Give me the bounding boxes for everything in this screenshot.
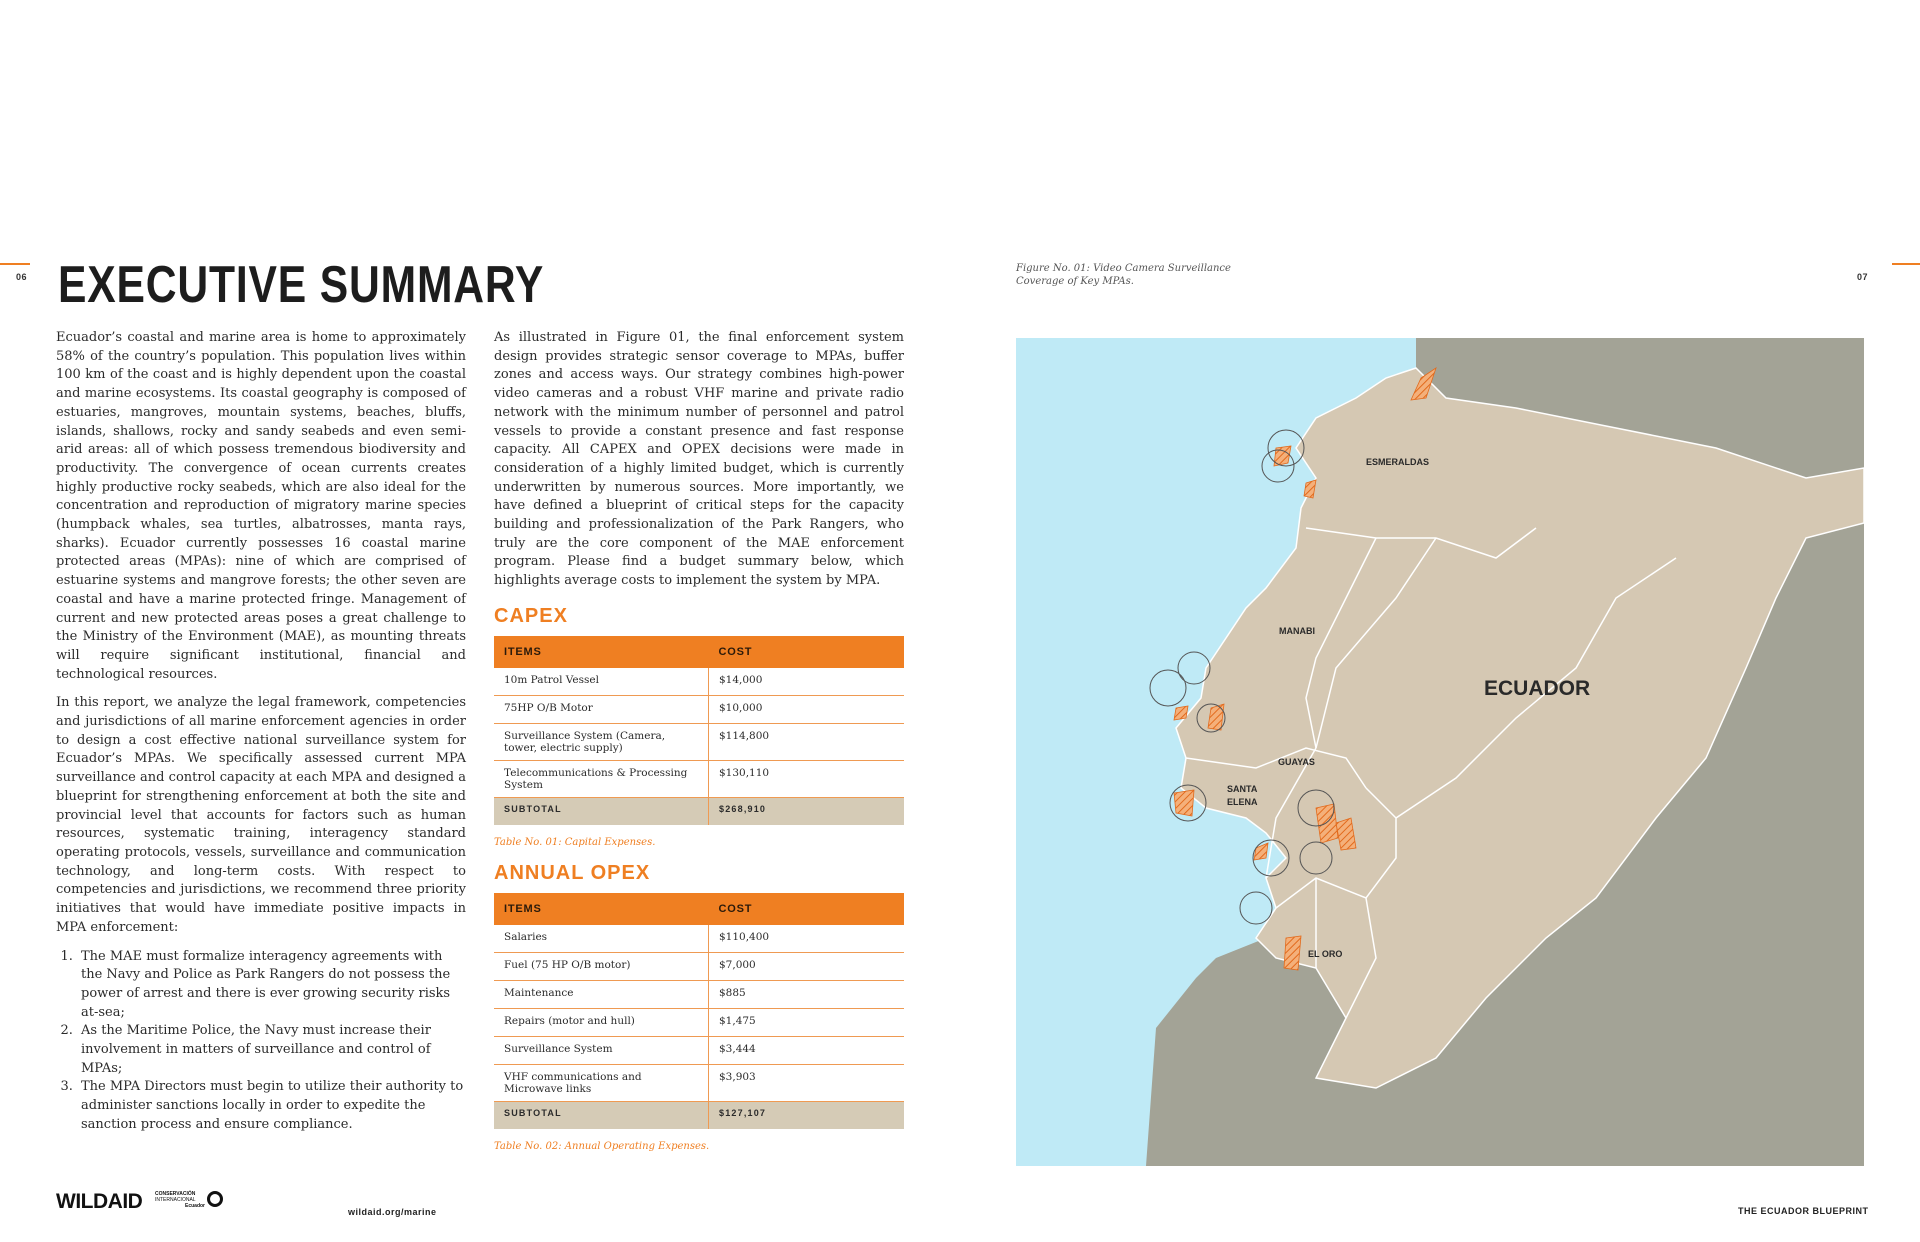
item-cell: Repairs (motor and hull) [494, 1008, 709, 1036]
subtotal-row [494, 797, 904, 825]
table-row [494, 760, 904, 797]
table-row [494, 1008, 904, 1036]
item-cell: Salaries [494, 925, 709, 953]
cost-cell: $7,000 [709, 952, 905, 980]
province-label-guayas: GUAYAS [1278, 757, 1315, 767]
cost-cell: $3,444 [709, 1036, 905, 1064]
intro-paragraph-1: Ecuador’s coastal and marine area is home to approximately 58% of the country’s population. This population lives within 100 km of the coast and is highly dependent upon the coastal and marine ecosystems. Its coastal geography is composed of estuaries, mangroves, mountain systems, beaches, bluffs, islands, shallows, rocky and sandy seabeds and even semi-arid areas: all of which possess tremendous biodiversity and productivity. The convergence of ocean currents creates highly productive rocky seabeds, which are also ideal for the concentration and reproduction of migratory marine species (humpback whales, sea turtles, albatrosses, manta rays, sharks). Ecuador currently possesses 16 coastal marine protected areas (MPAs): nine of which are comprised of estuarine systems and mangrove forests; the other seven are coastal and have a marine protected fringe. Management of current and new protected areas poses a great challenge to the Ministry of the Environment (MAE), as mounting threats will require significant institutional, financial and technological resources. [56, 330, 466, 682]
item-cell: Fuel (75 HP O/B motor) [494, 952, 709, 980]
column-header-items: ITEMS [494, 893, 709, 925]
ci-logo-text-1: CONSERVACIÓN [155, 1191, 196, 1197]
table-row [494, 668, 904, 696]
list-item: 1. The MAE must formalize interagency agreements with the Navy and Police as Park Rangers do not possess the power of arrest and there is ever growing security risks at-sea; [77, 948, 466, 1023]
table-row [494, 952, 904, 980]
item-cell: VHF communications and Microwave links [494, 1064, 709, 1101]
capex-caption: Table No. 01: Capital Expenses. [494, 836, 656, 848]
item-cell: Surveillance System (Camera, tower, electric supply) [494, 723, 709, 760]
intro-column [56, 329, 466, 1135]
province-label-manabi: MANABI [1279, 626, 1315, 636]
cost-cell: $130,110 [709, 760, 905, 797]
footer-url[interactable]: wildaid.org/marine [348, 1207, 437, 1217]
publication-title: THE ECUADOR BLUEPRINT [1738, 1206, 1869, 1216]
table-row [494, 980, 904, 1008]
subtotal-value: $127,107 [709, 1101, 905, 1129]
table-header-row [494, 893, 904, 925]
table-header-row [494, 636, 904, 668]
cost-cell: $110,400 [709, 925, 905, 953]
cost-cell: $885 [709, 980, 905, 1008]
cost-cell: $1,475 [709, 1008, 905, 1036]
figure-caption: Figure No. 01: Video Camera Surveillance Coverage of Key MPAs. [1016, 263, 1231, 287]
left-page-rule [0, 263, 30, 265]
subtotal-value: $268,910 [709, 797, 905, 825]
page-number-left: 06 [16, 272, 28, 282]
budget-column [494, 329, 904, 1152]
wildaid-logo: WILDAID [56, 1190, 143, 1213]
table-row [494, 1036, 904, 1064]
list-item: 3. The MPA Directors must begin to utilize their authority to administer sanctions locally in order to expedite the sanction process and ensure compliance. [77, 1078, 466, 1134]
ci-logo [155, 1191, 235, 1215]
capex-heading: CAPEX [494, 604, 568, 627]
table-row [494, 925, 904, 953]
page-number-right: 07 [1857, 272, 1869, 282]
table-row [494, 695, 904, 723]
right-page-rule [1892, 263, 1920, 265]
ci-logo-text-2: INTERNACIONAL [155, 1197, 196, 1203]
province-label-santa: SANTA [1227, 784, 1258, 794]
capex-table [494, 636, 904, 825]
item-cell: Maintenance [494, 980, 709, 1008]
strategy-paragraph: As illustrated in Figure 01, the final enforcement system design provides strategic sensor coverage to MPAs, buffer zones and access ways. Our strategy combines high-power video cameras and a robust VHF marine and private radio network with the minimum number of personnel and patrol vessels to provide a constant presence and fast response capacity. All CAPEX and OPEX decisions were made in consideration of a highly limited budget, which is currently underwritten by numerous sources. More importantly, we have defined a blueprint of critical steps for the capacity building and professionalization of the Park Rangers, who truly are the core component of the MAE enforcement program. Please find a budget summary below, which highlights average costs to implement the system by MPA. [494, 330, 904, 589]
province-label-el-oro: EL ORO [1308, 949, 1343, 959]
item-cell: Telecommunications & Processing System [494, 760, 709, 797]
country-label: ECUADOR [1484, 677, 1591, 700]
opex-heading: ANNUAL OPEX [494, 861, 651, 884]
ci-logo-mark-icon [207, 1191, 223, 1207]
priority-list [56, 948, 466, 1135]
table-row [494, 1064, 904, 1101]
table-row [494, 723, 904, 760]
province-label-esmeraldas: ESMERALDAS [1366, 457, 1430, 467]
column-header-cost: COST [709, 893, 905, 925]
list-item: 2. As the Maritime Police, the Navy must increase their involvement in matters of surveillance and control of MPAs; [77, 1022, 466, 1078]
subtotal-label: SUBTOTAL [494, 797, 709, 825]
ci-logo-text-3: Ecuador [185, 1203, 206, 1209]
opex-caption: Table No. 02: Annual Operating Expenses. [494, 1140, 710, 1152]
column-header-items: ITEMS [494, 636, 709, 668]
intro-paragraph-2: In this report, we analyze the legal framework, competencies and jurisdictions of all marine enforcement agencies in order to design a cost effective national surveillance system for Ecuador’s MPAs. We specifically assessed current MPA surveillance and control capacity at each MPA and designed a blueprint for strengthening enforcement at both the site and provincial level that accounts for factors such as human resources, systematic training, interagency standard operating protocols, vessels, surveillance and communication technology, and long-term costs. With respect to competencies and jurisdictions, we recommend three priority initiatives that would have immediate positive impacts in MPA enforcement: [56, 695, 466, 935]
ecuador-map [1016, 338, 1864, 1166]
subtotal-label: SUBTOTAL [494, 1101, 709, 1129]
page-title: EXECUTIVE SUMMARY [58, 256, 545, 314]
cost-cell: $14,000 [709, 668, 905, 696]
cost-cell: $3,903 [709, 1064, 905, 1101]
item-cell: 75HP O/B Motor [494, 695, 709, 723]
opex-table [494, 893, 904, 1129]
province-label-elena: ELENA [1227, 797, 1258, 807]
column-header-cost: COST [709, 636, 905, 668]
item-cell: 10m Patrol Vessel [494, 668, 709, 696]
item-cell: Surveillance System [494, 1036, 709, 1064]
cost-cell: $10,000 [709, 695, 905, 723]
subtotal-row [494, 1101, 904, 1129]
cost-cell: $114,800 [709, 723, 905, 760]
